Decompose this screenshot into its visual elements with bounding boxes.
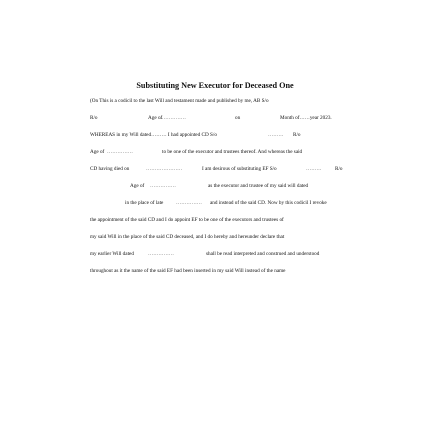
line-text: as the executor and trustee of my said will dated [208,183,309,189]
line-text: CD having died on [90,166,130,172]
line-text: (On This is a codicil to the last Will and testament made and published by me, AB S/o [90,98,269,104]
line-text: I am desirous of substituting EF S/o [202,166,277,172]
body-line-8 [90,217,354,224]
line-text: Age of [130,183,145,189]
blank-fill: ……… [268,132,284,138]
line-text: my earlier Will dated [90,251,134,257]
line-text: my said Will in the place of the said CD deceased, and I do hereby and hereunder declare that [90,234,285,240]
line-text: in the place of late [125,200,164,206]
line-text: on [235,115,241,121]
line-text: Age of [90,149,105,155]
line-text: R/o [293,132,301,138]
line-text: to be one of the executor and trustees thereof. And whereas the said [162,149,303,155]
blank-fill: …………… [148,251,174,257]
blank-fill: …………… [176,200,202,206]
blank-fill: ……… [306,166,322,172]
line-text: WHEREAS in my Will dated……… I had appointed CD S/o [90,132,217,138]
blank-fill: …………… [150,183,176,189]
line-text: throughout as it the name of the said EF had been inserted in my said Will instead of the name [90,268,286,274]
body-line-9 [90,234,354,241]
line-text: Month of……year 2023. [280,115,332,121]
line-text: R/o [335,166,343,172]
blank-fill: …………… [107,149,133,155]
line-text: and instead of the said CD. Now by this codicil I revoke [210,200,327,206]
line-text: R/o [90,115,98,121]
body-line-11 [90,268,354,275]
line-text: Age of [148,115,163,121]
body-line-1 [90,98,354,105]
blank-fill: ………………… [146,166,183,172]
line-text: shall be read interpreted and construed and understood [206,251,320,257]
blank-fill: …………… [160,115,186,121]
line-text: the appointment of the said CD and I do appoint EF to be one of the executors and trustees of [90,217,284,223]
document-title: Substituting New Executor for Deceased One [136,81,294,90]
